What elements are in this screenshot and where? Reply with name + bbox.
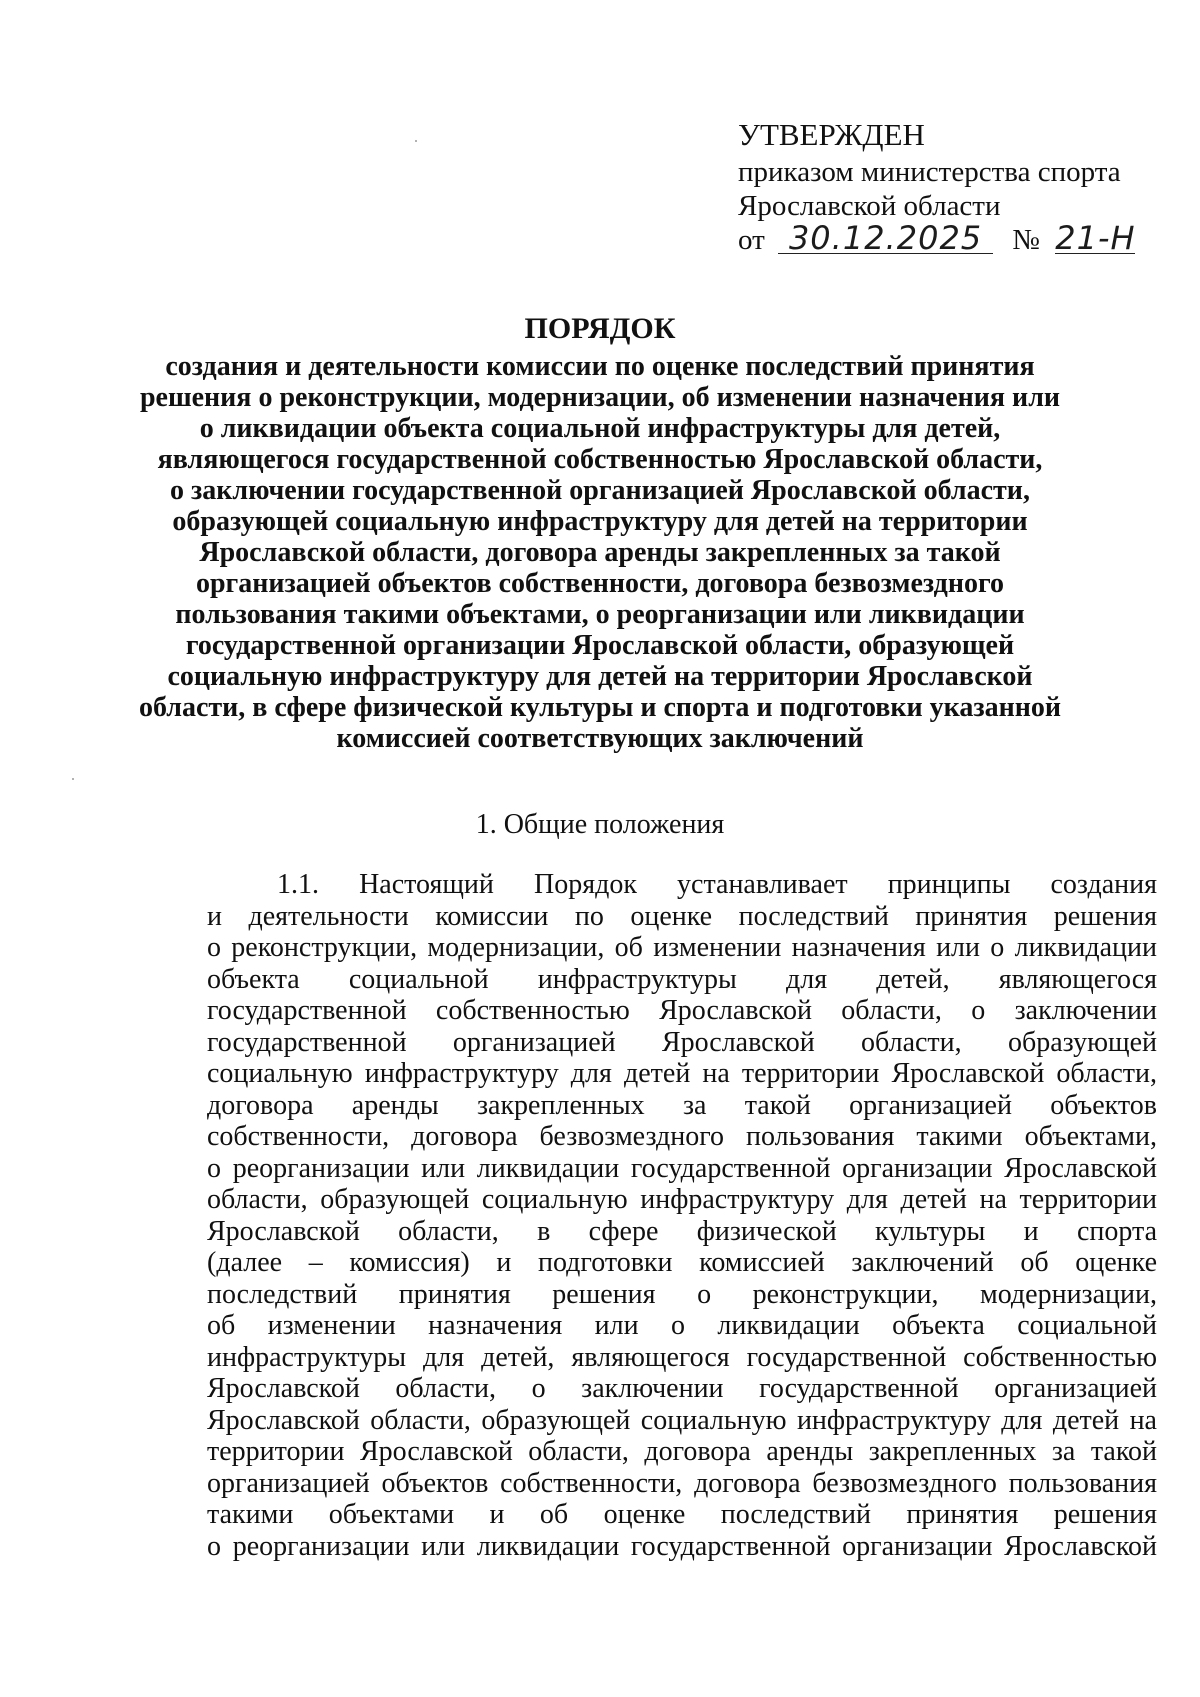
title-line: решения о реконструкции, модернизации, об изменении назначения или xyxy=(139,382,1061,413)
handwritten-date: 30.12.2025 xyxy=(778,223,993,254)
title-line: комиссией соответствующих заключений xyxy=(336,723,864,754)
section-heading: 1. Общие положения xyxy=(475,809,725,840)
title-line: области, в сфере физической культуры и спорта и подготовки указанной xyxy=(138,692,1062,723)
paragraph-line: территории Ярославской области, договора аренды закрепленных за такой xyxy=(207,1436,1157,1467)
scan-speck xyxy=(72,778,74,780)
approval-region-line: Ярославской области xyxy=(738,190,1001,222)
paragraph-line: (далее – комиссия) и подготовки комиссией заключений об оценке xyxy=(207,1247,1157,1278)
paragraph-line: государственной собственностью Ярославской области, о заключении xyxy=(207,995,1157,1026)
approval-block xyxy=(738,118,1135,257)
title-line: о ликвидации объекта социальной инфраструктуры для детей, xyxy=(199,413,1001,444)
title-line: являющегося государственной собственностью Ярославской области, xyxy=(157,444,1043,475)
approval-date-row xyxy=(738,219,1136,257)
paragraph-line: организацией объектов собственности, договора безвозмездного пользования xyxy=(207,1467,1157,1499)
document-title xyxy=(0,313,1200,754)
paragraph-line: 1.1. Настоящий Порядок устанавливает принципы создания xyxy=(277,869,1157,900)
title-line: образующей социальную инфраструктуру для детей на территории xyxy=(172,506,1028,537)
paragraph-line: инфраструктуры для детей, являющегося государственной собственностью xyxy=(207,1341,1157,1373)
paragraph-line: Ярославской области, образующей социальную инфраструктуру для детей на xyxy=(207,1404,1157,1436)
paragraph-line: и деятельности комиссии по оценке последствий принятия решения xyxy=(207,900,1157,932)
title-heading: ПОРЯДОК xyxy=(524,312,676,345)
paragraph-line: Ярославской области, в сфере физической культуры и спорта xyxy=(207,1215,1157,1247)
title-line: организацией объектов собственности, договора безвозмездного xyxy=(195,568,1004,599)
title-line: Ярославской области, договора аренды закрепленных за такой xyxy=(199,537,1001,568)
paragraph-line: объекта социальной инфраструктуры для детей, являющегося xyxy=(207,963,1157,995)
date-prefix: от xyxy=(738,224,765,256)
paragraph-line: социальную инфраструктуру для детей на территории Ярославской области, xyxy=(207,1058,1157,1089)
number-prefix: № xyxy=(1012,224,1040,256)
title-line: социальную инфраструктуру для детей на территории Ярославской xyxy=(167,661,1033,692)
title-line: государственной организации Ярославской области, образующей xyxy=(185,630,1015,661)
approval-stamp: УТВЕРЖДЕН xyxy=(738,117,925,152)
paragraph-1-1 xyxy=(207,869,1157,1562)
paragraph-line: собственности, договора безвозмездного пользования такими объектами, xyxy=(207,1121,1157,1152)
paragraph-line: Ярославской области, о заключении государственной организацией xyxy=(207,1373,1157,1404)
title-line: о заключении государственной организацией Ярославской области, xyxy=(170,475,1030,506)
title-line: создания и деятельности комиссии по оценке последствий принятия xyxy=(165,351,1035,382)
paragraph-line: об изменении назначения или о ликвидации объекта социальной xyxy=(207,1310,1157,1341)
paragraph-line: договора аренды закрепленных за такой организацией объектов xyxy=(207,1089,1157,1121)
paragraph-line: области, образующей социальную инфраструктуру для детей на территории xyxy=(207,1184,1157,1215)
paragraph-line: последствий принятия решения о реконструкции, модернизации, xyxy=(207,1278,1157,1310)
approval-order-line: приказом министерства спорта xyxy=(738,156,1121,188)
paragraph-line: о реконструкции, модернизации, об изменении назначения или о ликвидации xyxy=(207,932,1157,963)
paragraph-line: о реорганизации или ликвидации государственной организации Ярославской xyxy=(207,1530,1157,1562)
scan-speck xyxy=(415,140,417,142)
handwritten-number: 21-Н xyxy=(1055,219,1136,257)
paragraph-line: о реорганизации или ликвидации государственной организации Ярославской xyxy=(207,1152,1157,1184)
title-line: пользования такими объектами, о реорганизации или ликвидации xyxy=(175,599,1025,630)
paragraph-line: такими объектами и об оценке последствий принятия решения xyxy=(207,1499,1157,1530)
paragraph-line: государственной организацией Ярославской области, образующей xyxy=(207,1026,1157,1058)
